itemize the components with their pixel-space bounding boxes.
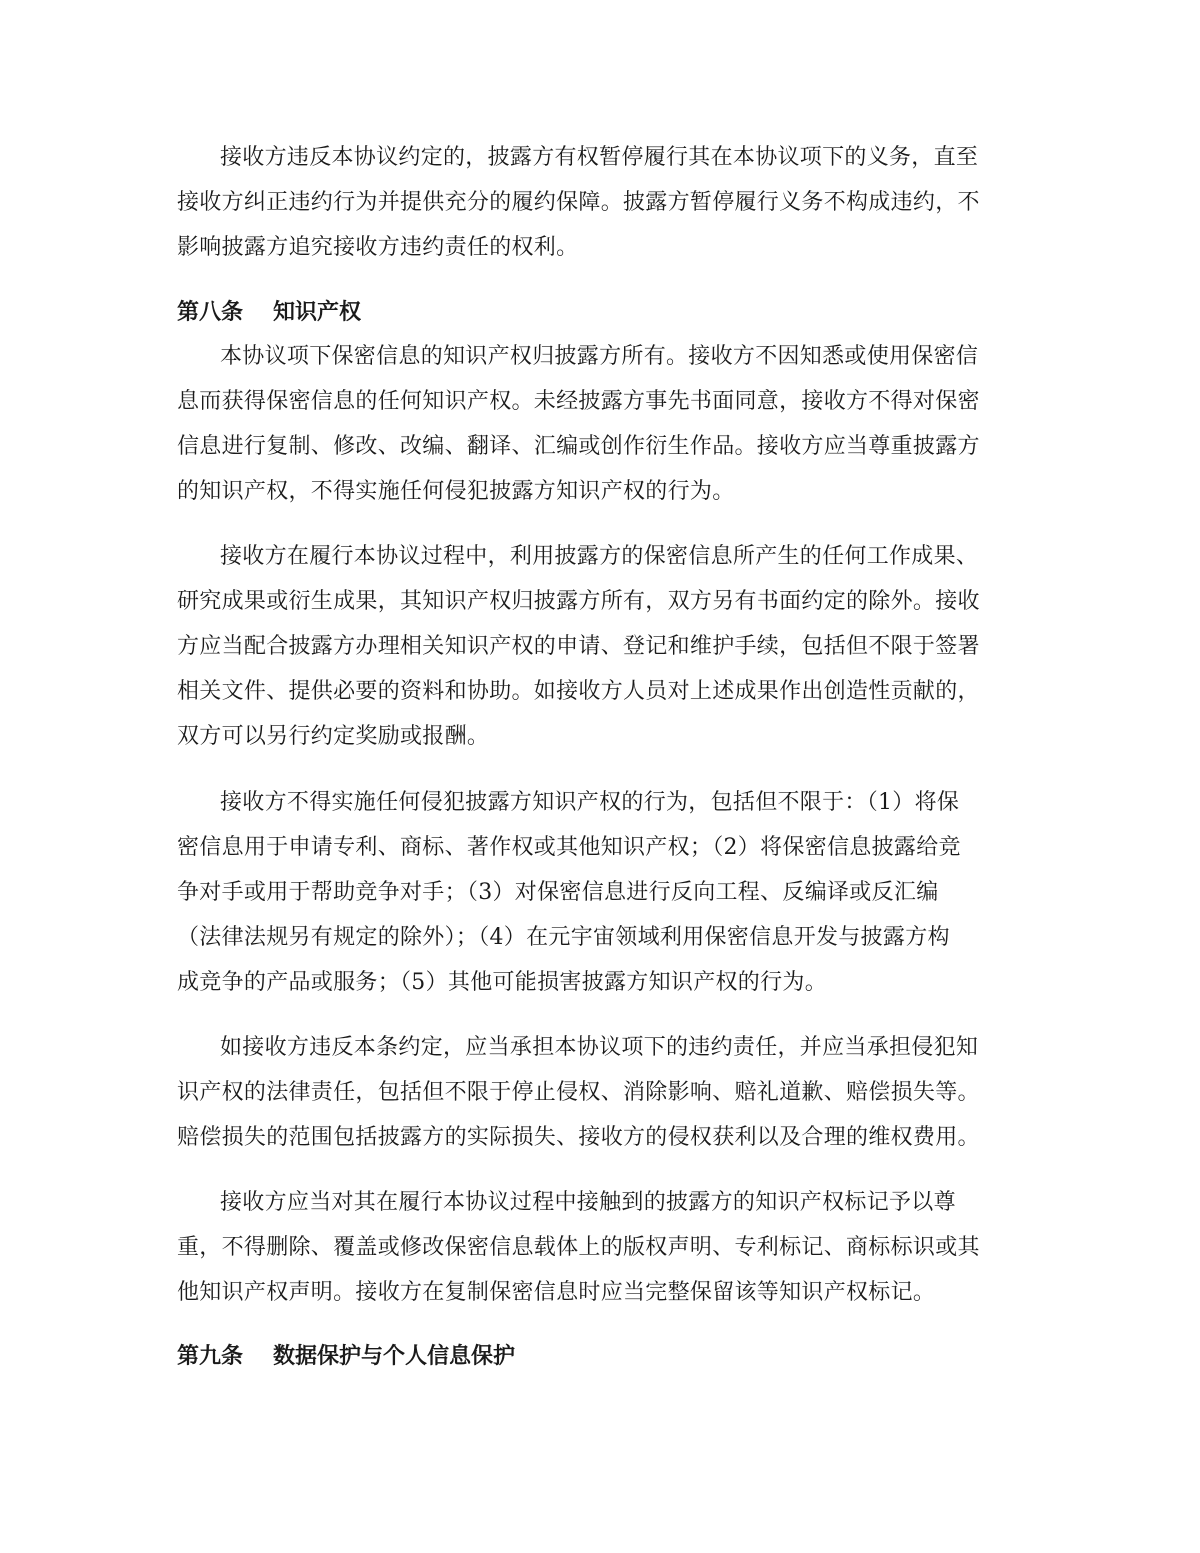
paragraph-line: 接收方应当对其在履行本协议过程中接触到的披露方的知识产权标记予以尊 — [220, 1190, 956, 1215]
paragraph-line: 密信息用于申请专利、商标、著作权或其他知识产权；（2）将保密信息披露给竞 — [177, 835, 961, 860]
paragraph-line: 识产权的法律责任，包括但不限于停止侵权、消除影响、赔礼道歉、赔偿损失等。 — [177, 1080, 980, 1105]
paragraph-line: 本协议项下保密信息的知识产权归披露方所有。接收方不因知悉或使用保密信 — [220, 344, 979, 369]
paragraph-line: （法律法规另有规定的除外）；（4）在元宇宙领域利用保密信息开发与披露方构 — [177, 925, 950, 950]
article-number: 第九条 — [177, 1344, 244, 1369]
paragraph-line: 他知识产权声明。接收方在复制保密信息时应当完整保留该等知识产权标记。 — [177, 1280, 936, 1305]
paragraph-line: 重，不得删除、覆盖或修改保密信息载体上的版权声明、专利标记、商标标识或其 — [177, 1235, 980, 1260]
paragraph-line: 争对手或用于帮助竞争对手；（3）对保密信息进行反向工程、反编译或反汇编 — [177, 880, 939, 905]
paragraph-line: 影响披露方追究接收方违约责任的权利。 — [177, 235, 579, 260]
paragraph-line: 如接收方违反本条约定，应当承担本协议项下的违约责任，并应当承担侵犯知 — [220, 1035, 979, 1060]
paragraph-line: 研究成果或衍生成果，其知识产权归披露方所有，双方另有书面约定的除外。接收 — [177, 589, 980, 614]
article-heading — [177, 1343, 515, 1371]
paragraph-line: 接收方在履行本协议过程中，利用披露方的保密信息所产生的任何工作成果、 — [220, 544, 979, 569]
paragraph-line: 赔偿损失的范围包括披露方的实际损失、接收方的侵权获利以及合理的维权费用。 — [177, 1125, 980, 1150]
paragraph-line: 相关文件、提供必要的资料和协助。如接收方人员对上述成果作出创造性贡献的， — [177, 679, 980, 704]
paragraph-line: 的知识产权，不得实施任何侵犯披露方知识产权的行为。 — [177, 479, 735, 504]
paragraph-line: 接收方纠正违约行为并提供充分的履约保障。披露方暂停履行义务不构成违约，不 — [177, 190, 980, 215]
paragraph-line: 方应当配合披露方办理相关知识产权的申请、登记和维护手续，包括但不限于签署 — [177, 634, 980, 659]
paragraph-line: 息而获得保密信息的任何知识产权。未经披露方事先书面同意，接收方不得对保密 — [177, 389, 980, 414]
article-title: 知识产权 — [273, 300, 362, 325]
paragraph-line: 信息进行复制、修改、改编、翻译、汇编或创作衍生作品。接收方应当尊重披露方 — [177, 434, 980, 459]
paragraph-line: 双方可以另行约定奖励或报酬。 — [177, 724, 490, 749]
article-number: 第八条 — [177, 300, 244, 325]
article-title: 数据保护与个人信息保护 — [273, 1344, 516, 1369]
paragraph-line: 接收方违反本协议约定的，披露方有权暂停履行其在本协议项下的义务，直至 — [220, 145, 979, 170]
paragraph-line: 成竞争的产品或服务；（5）其他可能损害披露方知识产权的行为。 — [177, 970, 827, 995]
article-heading — [177, 299, 361, 327]
paragraph-line: 接收方不得实施任何侵犯披露方知识产权的行为，包括但不限于：（1）将保 — [220, 790, 960, 815]
